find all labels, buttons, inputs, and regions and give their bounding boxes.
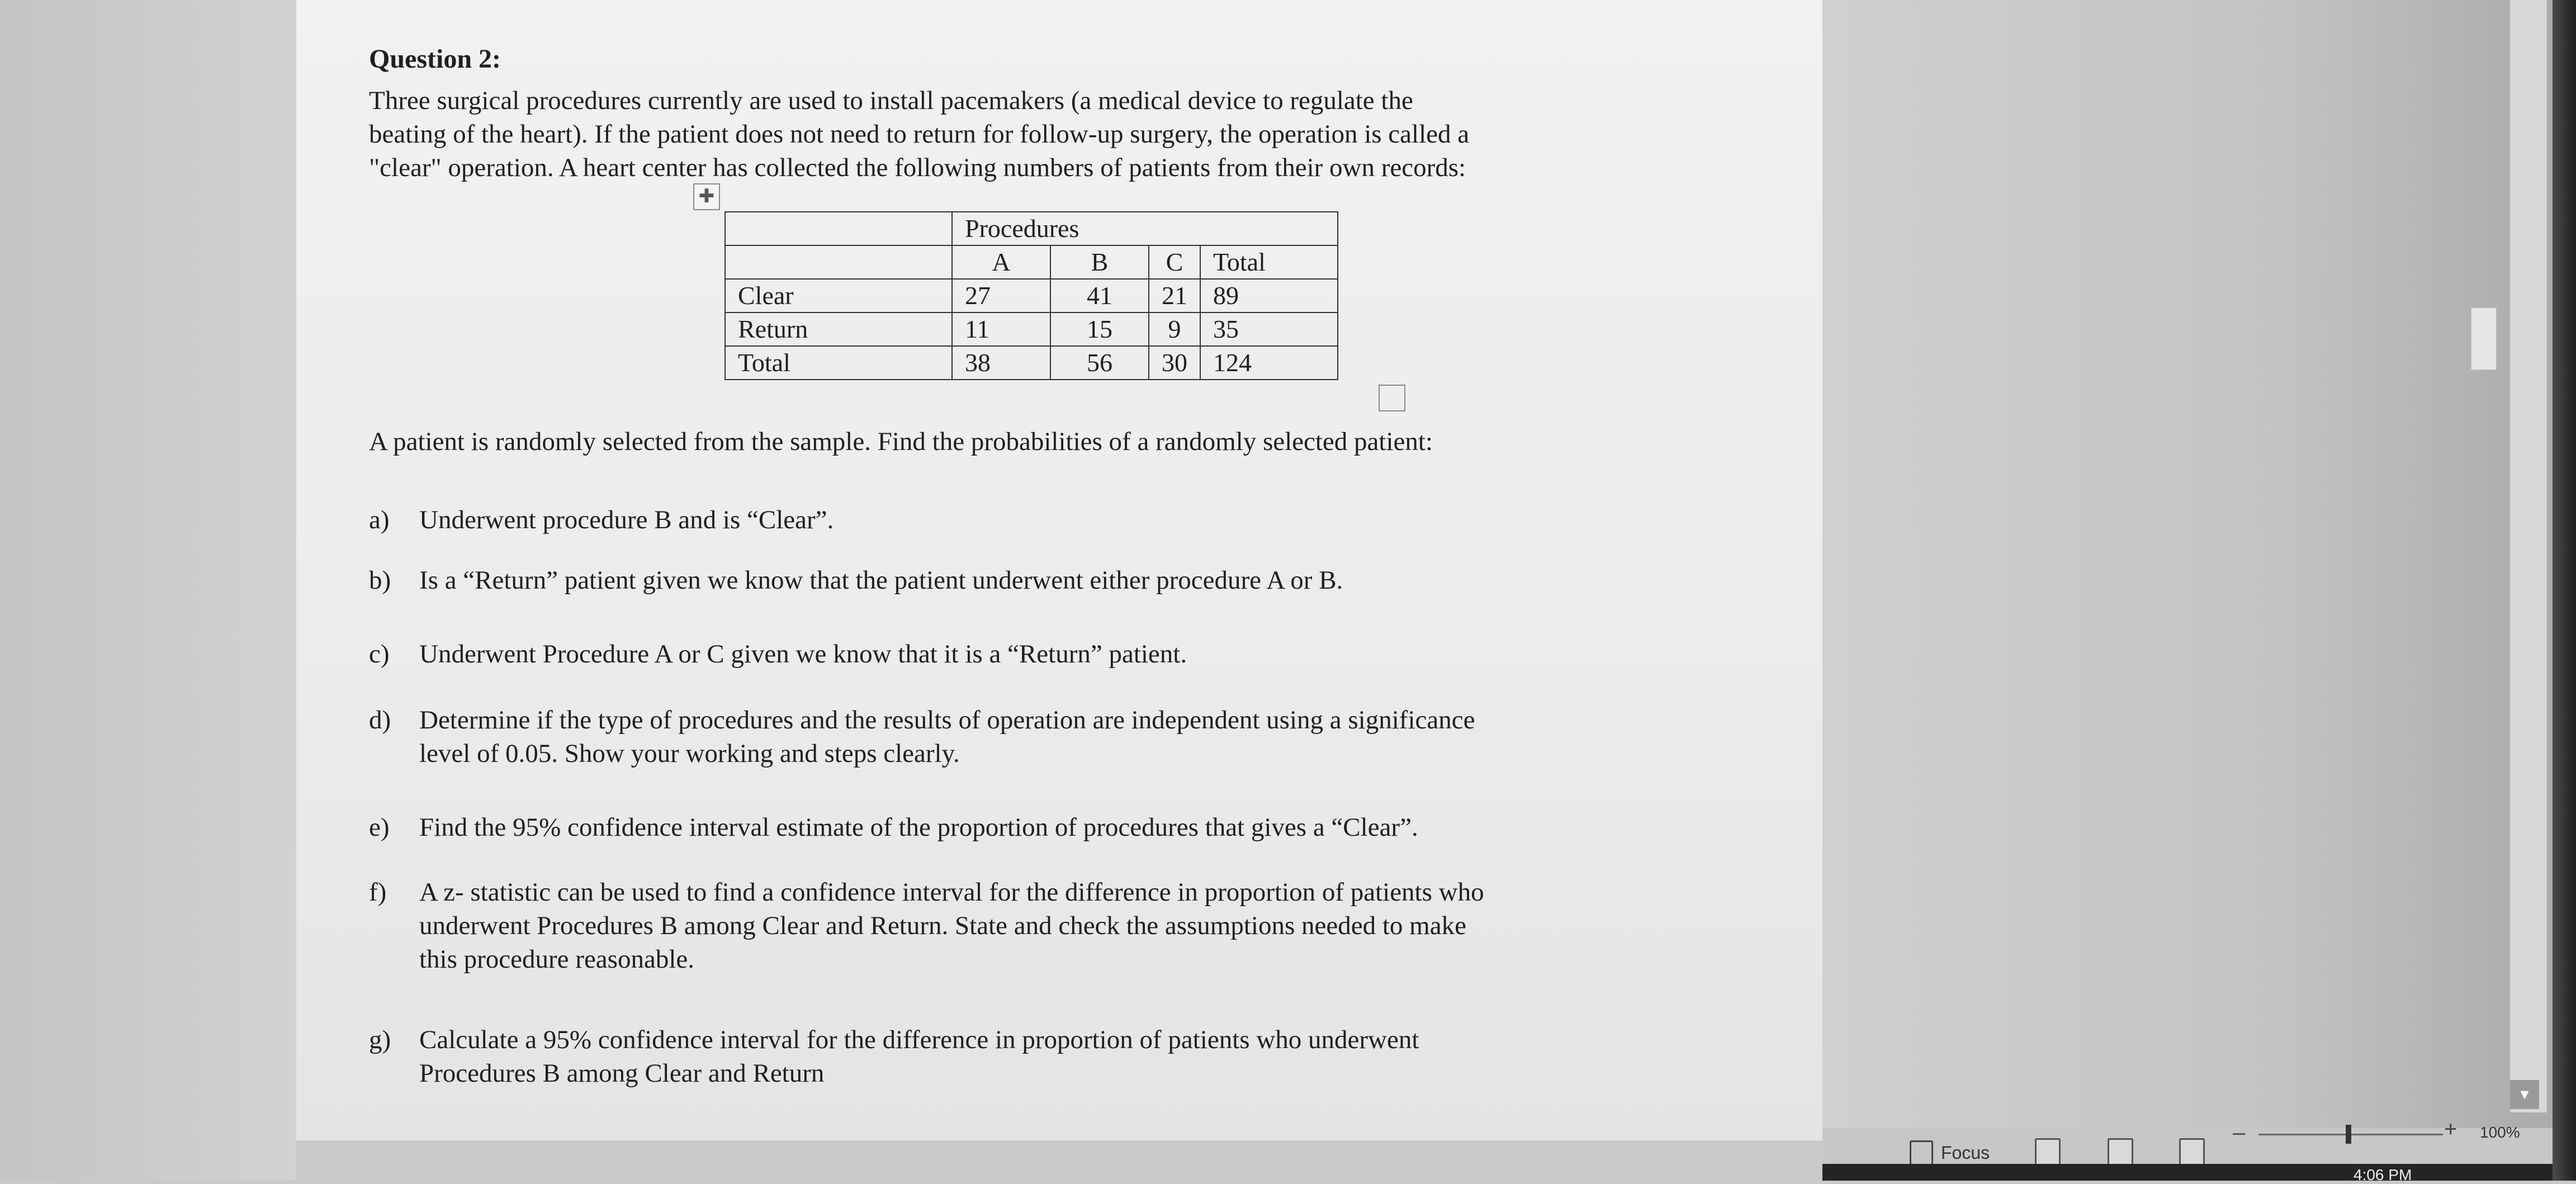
zoom-in-button[interactable]: +: [2444, 1117, 2457, 1142]
table-resize-handle[interactable]: [1379, 385, 1405, 411]
part-label: a): [369, 505, 390, 534]
zoom-slider-thumb[interactable]: [2346, 1125, 2351, 1144]
question-part-g: [369, 1023, 1419, 1090]
part-label: c): [369, 640, 390, 669]
table-cell: 21: [1149, 279, 1200, 312]
intro-line: beating of the heart). If the patient does not need to return for follow-up surgery, the operation is called a: [369, 120, 1470, 149]
table-row: [725, 245, 1338, 279]
question-intro: [369, 84, 1469, 184]
window-background-right: [1822, 0, 2576, 1181]
question-part-b: [369, 563, 1343, 597]
table-cell: [725, 212, 952, 245]
part-text: Underwent procedure B and is “Clear”.: [419, 505, 834, 534]
zoom-level[interactable]: 100%: [2480, 1124, 2520, 1141]
table-cell: 56: [1050, 346, 1149, 380]
procedures-table: [724, 211, 1338, 380]
table-row: [725, 212, 1338, 245]
monitor-bezel: [2553, 0, 2576, 1181]
column-header: C: [1149, 245, 1200, 279]
question-part-f: [369, 875, 1484, 976]
part-text: underwent Procedures B among Clear and Return. State and check the assumptions needed to make: [419, 911, 1466, 940]
table-row: [725, 346, 1338, 380]
intro-line: "clear" operation. A heart center has collected the following numbers of patients from their own records:: [369, 153, 1466, 182]
window-background-left: [0, 0, 296, 1181]
part-text: Underwent Procedure A or C given we know that it is a “Return” patient.: [419, 640, 1187, 669]
table-cell: 38: [952, 346, 1050, 380]
part-text: Determine if the type of procedures and the results of operation are independent using a significance: [419, 705, 1475, 735]
table-cell: 15: [1050, 312, 1149, 346]
question-part-a: [369, 503, 834, 537]
table-cell: 124: [1200, 346, 1338, 380]
instruction-text: A patient is randomly selected from the sample. Find the probabilities of a randomly selected patient:: [369, 427, 1433, 456]
part-text: this procedure reasonable.: [419, 945, 694, 974]
part-label: g): [369, 1025, 391, 1054]
part-label: e): [369, 813, 390, 842]
part-label: b): [369, 566, 391, 595]
intro-line: Three surgical procedures currently are used to install pacemakers (a medical device to regulate the: [369, 86, 1413, 115]
table-cell: 41: [1050, 279, 1149, 312]
part-text: A z- statistic can be used to find a confidence interval for the difference in proportion of patients who: [419, 878, 1484, 907]
part-text: Find the 95% confidence interval estimate of the proportion of procedures that gives a “Clear”.: [419, 813, 1418, 842]
part-label: f): [369, 878, 387, 907]
table-group-header: Procedures: [952, 212, 1338, 245]
table-cell: 11: [952, 312, 1050, 346]
zoom-out-button[interactable]: –: [2233, 1120, 2246, 1145]
column-header: A: [952, 245, 1050, 279]
part-text: Procedures B among Clear and Return: [419, 1059, 825, 1088]
part-text: Is a “Return” patient given we know that the patient underwent either procedure A or B.: [419, 566, 1343, 595]
scrollbar-thumb[interactable]: [2471, 307, 2497, 370]
table-row: [725, 312, 1338, 346]
part-text: Calculate a 95% confidence interval for the difference in proportion of patients who underwent: [419, 1025, 1419, 1054]
taskbar: [1822, 1164, 2553, 1181]
vertical-scrollbar[interactable]: [2510, 0, 2547, 1112]
table-move-handle-icon[interactable]: ✚: [693, 183, 720, 210]
table-cell: 89: [1200, 279, 1338, 312]
clock: 4:06 PM: [2354, 1166, 2412, 1183]
table-cell: 35: [1200, 312, 1338, 346]
row-label: Total: [725, 346, 952, 380]
row-label: Return: [725, 312, 952, 346]
table-cell: 9: [1149, 312, 1200, 346]
row-label: Clear: [725, 279, 952, 312]
table-cell: [725, 245, 952, 279]
document-page[interactable]: [296, 0, 1822, 1140]
question-part-c: [369, 637, 1187, 671]
part-text: level of 0.05. Show your working and steps clearly.: [419, 739, 960, 768]
scroll-down-arrow-icon[interactable]: ▾: [2510, 1080, 2539, 1109]
part-label: d): [369, 705, 391, 735]
focus-mode-button[interactable]: Focus: [1941, 1143, 1990, 1163]
table-cell: 30: [1149, 346, 1200, 380]
column-header: B: [1050, 245, 1149, 279]
question-title: Question 2:: [369, 44, 501, 74]
table-row: [725, 279, 1338, 312]
question-part-d: [369, 703, 1475, 770]
column-header: Total: [1200, 245, 1338, 279]
question-part-e: [369, 811, 1418, 844]
table-cell: 27: [952, 279, 1050, 312]
